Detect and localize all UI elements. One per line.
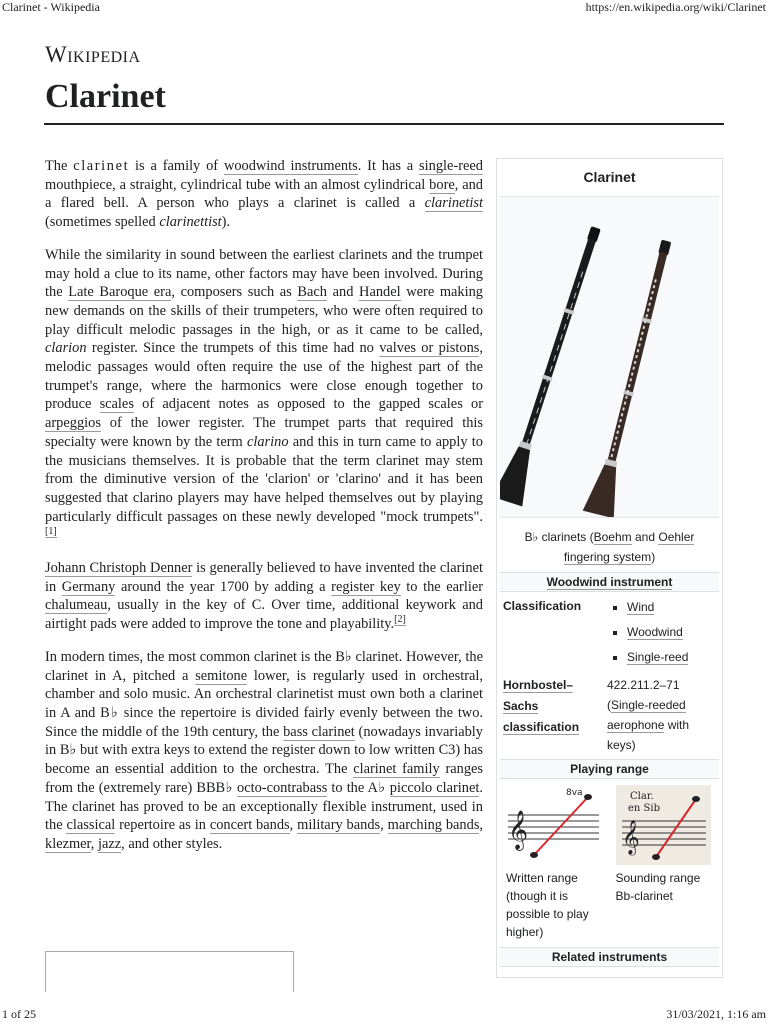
link-late-baroque-era[interactable]: Late Baroque era (68, 284, 172, 301)
link-bach[interactable]: Bach (297, 284, 327, 301)
classification-item (627, 621, 719, 644)
written-range-caption: Written range (though it is possible to play higher) (506, 871, 589, 939)
link-marching-bands[interactable]: marching bands (387, 817, 480, 834)
clarinets-illustration (500, 197, 719, 517)
link-single-reeded-aerophone[interactable]: Single-reeded aerophone (607, 698, 686, 732)
infobox-title: Clarinet (583, 169, 636, 185)
infobox-header-related: Related instruments (500, 947, 719, 967)
sounding-range-staff-image[interactable] (616, 785, 711, 865)
infobox-row-classification (497, 594, 722, 673)
reference-2[interactable]: [2] (394, 614, 406, 626)
link-clarinetist[interactable]: clarinetist (424, 195, 483, 212)
sounding-range-caption: Sounding range Bb-clarinet (615, 871, 701, 903)
contents-box (45, 951, 294, 992)
hs-label (500, 675, 607, 755)
link-wind[interactable]: Wind (627, 600, 655, 614)
wikipedia-logo[interactable]: Wikipedia (45, 42, 141, 67)
link-semitone[interactable]: semitone (195, 667, 248, 684)
classification-label: Classification (503, 599, 582, 613)
link-handel[interactable]: Handel (359, 284, 401, 301)
term-clarino: clarino (246, 433, 289, 450)
link-bore[interactable]: bore (429, 176, 455, 193)
paragraph-history: Johann Christoph Denner is generally believed to have invented the clarinet in Germany around the year 1700 by adding a register key to the earlier chalumeau, usually in the key of C. Over time, additional keywork and airtight pads were added to improve the tone and playability.[2] (45, 560, 483, 633)
link-piccolo-clarinet[interactable]: piccolo clarinet (389, 779, 480, 796)
infobox (496, 158, 723, 978)
page-count: 1 of 25 (2, 1007, 36, 1021)
classification-value (607, 596, 719, 671)
written-range (500, 781, 610, 945)
paragraph-etymology: While the similarity in sound between the earliest clarinets and the trumpet may hold a clue to its name, other factors may have been involved. During the Late Baroque era, composers such as Bach and Handel were making new demands on the skills of their trumpeters, who were often required to play difficult melodic passages in the high, or as it came to be called, clarion register. Since the trumpets of this time had no valves or pistons, melodic passages would often require the use of the highest part of the trumpet's range, where the harmonics were close enough together to produce scales of adjacent notes as opposed to the gapped scales or arpeggios of the lower register. The trumpet parts that required this specialty were known by the term clarino and this in turn came to apply to the musicians themselves. It is probable that the term clarinet may stem from the diminutive version of the 'clarion' or 'clarino' and it has been suggested that clarino players may have helped themselves out by playing particularly difficult passages on these newly developed "mock trumpets".[1] (45, 246, 483, 537)
svg-text:8va: 8va (566, 788, 583, 798)
link-woodwind[interactable]: Woodwind (627, 625, 683, 639)
link-hornbostel-sachs[interactable]: Hornbostel–Sachs classification (503, 678, 580, 734)
classification-item (627, 596, 719, 619)
title-divider (44, 123, 724, 125)
playing-range-row (500, 781, 719, 945)
sounding-range (610, 781, 720, 945)
article-body (45, 157, 483, 868)
link-military-bands[interactable]: military bands (297, 817, 381, 834)
link-octo-contrabass[interactable]: octo-contrabass (237, 779, 328, 796)
infobox-header-woodwind[interactable] (500, 572, 719, 592)
range-image-label: en Sib (627, 803, 660, 814)
link-scales[interactable]: scales (99, 396, 134, 413)
written-range-staff-image[interactable] (506, 785, 601, 865)
link-chalumeau[interactable]: chalumeau (45, 597, 108, 614)
subject-term: clarinet (73, 158, 130, 174)
link-valves-or-pistons[interactable]: valves or pistons (379, 340, 480, 357)
link-single-reed[interactable]: single-reed (419, 158, 483, 174)
paragraph-intro: The clarinet is a family of woodwind instruments. It has a single-reed mouthpiece, a straight, cylindrical tube with an almost cylindrical bore, and a flared bell. A person who plays a clarinet is called a clarinetist (sometimes spelled clarinettist). (45, 158, 484, 231)
link-single-reed-class[interactable]: Single-reed (627, 650, 689, 664)
link-johann-christoph-denner[interactable]: Johann Christoph Denner (45, 560, 193, 577)
svg-text:𝄞: 𝄞 (508, 810, 529, 850)
link-concert-bands[interactable]: concert bands (209, 817, 290, 834)
link-bass-clarinet[interactable]: bass clarinet (283, 723, 355, 740)
link-boehm[interactable]: Boehm (593, 530, 632, 544)
paragraph-modern: In modern times, the most common clarinet is the B♭ clarinet. However, the clarinet in A, pitched a semitone lower, is regularly used in orchestral, chamber and solo music. An orchestral clarinetist must own both a clarinet in A and B♭ since the repertoire is divided fairly evenly between the two. Since the middle of the 19th century, the bass clarinet (nowadays invariably in B♭ but with extra keys to extend the register down to low written C3) has become an essential addition to the orchestra. The clarinet family ranges from the (extremely rare) BBB♭ octo-contrabass to the A♭ piccolo clarinet. The clarinet has proved to be an exceptionally flexible instrument, used in the classical repertoire as in concert bands, military bands, marching bands, klezmer, jazz, and other styles. (45, 648, 484, 852)
infobox-caption: B♭ clarinets (Boehm and Oehler fingering system) (524, 530, 695, 564)
link-oehler-fingering-system[interactable]: Oehler fingering system (563, 530, 695, 564)
link-jazz[interactable]: jazz (97, 835, 122, 852)
reference-1[interactable]: [1] (45, 525, 57, 537)
term-clarinettist: clarinettist (159, 214, 222, 231)
link-woodwind-instruments[interactable]: woodwind instruments (223, 158, 358, 174)
link-clarinet-family[interactable]: clarinet family (353, 761, 440, 778)
hs-value: 422.211.2–71 (Single-reeded aerophone with keys) (607, 678, 690, 752)
term-clarion: clarion (45, 340, 87, 357)
clarinet-image[interactable] (500, 196, 719, 518)
classification-item (627, 646, 719, 669)
link-arpeggios[interactable]: arpeggios (45, 415, 101, 432)
link-germany[interactable]: Germany (61, 578, 116, 595)
print-datetime: 31/03/2021, 1:16 am (666, 1007, 766, 1021)
svg-text:𝄞: 𝄞 (621, 820, 640, 855)
link-klezmer[interactable]: klezmer (45, 835, 91, 852)
window-title: Clarinet - Wikipedia (2, 0, 100, 14)
link-classical[interactable]: classical (66, 817, 116, 834)
infobox-header-playing-range: Playing range (500, 759, 719, 779)
range-image-label: Clar. (629, 791, 654, 802)
link-woodwind-instrument[interactable]: Woodwind instrument (546, 575, 673, 589)
page-title: Clarinet (45, 78, 166, 115)
page-url[interactable]: https://en.wikipedia.org/wiki/Clarinet (585, 0, 766, 14)
infobox-row-hornbostel (497, 673, 722, 757)
link-register-key[interactable]: register key (331, 578, 401, 595)
